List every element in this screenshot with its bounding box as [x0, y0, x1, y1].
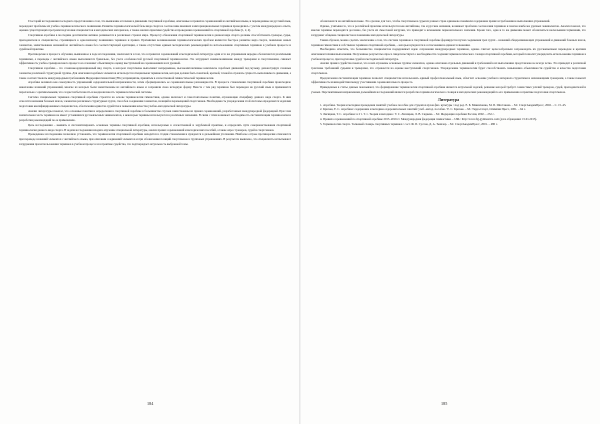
paragraph: Противоречие в процессе обучения, выявленное в ходе исследования, заключается в том, что в правилах соревнований и методической литературе одни и те же упражнения нередко обозначаются различными терминами, а переводы с английского языка выполняются буквально, без учета особенностей русской спортивной терминологии. Это затрудняет взаимопонимание между тренерами и спортсменами, снижает эффективность учебно-тренировочного процесса и осложняет объективную оценку выступлений на соревнованиях всех уровней.	[19, 52, 291, 66]
references-list	[311, 103, 586, 127]
right-page-text	[311, 19, 586, 126]
paragraph: Таким образом, можно сделать заключение о том, что система терминов в спортивной аэробике формируется путем соединения трех групп – названий общеразвивающих упражнений и движений базовых шагов, терминов гимнастики и собственно терминов спортивной аэробики, – которые нуждаются в согласовании и едином толковании.	[311, 37, 586, 47]
paragraph: Анализ правил судейства показал, что в них отражены основные группы элементов, однако описание отдельных движений и требований к их выполнению представлено не всегда четко. Это приводит к различной трактовке требований судьями и тренерами, что отражается на оценке выступлений спортсменов. Упорядочение терминологии будет способствовать повышению объективности судейства и качества подготовки спортсменов.	[311, 61, 586, 75]
paragraph: Приведенные в статье данные показывают, что формирование терминологии спортивной аэробики является актуальной задачей, решение которой требует совместных усилий тренеров, судей, преподавателей и ученых. Перспективным направлением дальнейших исследований является разработка терминологического словаря и методических рекомендаций по его применению в практике подготовки спортсменов.	[311, 85, 586, 94]
page-number-left: 184	[147, 401, 154, 406]
paragraph: Спортивная аэробика – это сложнокоординационный вид спорта, в котором спортсмены выполняют непрерывные, высокоинтенсивные комплексы аэробных движений под музыку, демонстрируя сложные элементы различной структурной группы. Для описания подобных элементов используется специальная терминология, которая должна быть понятной, краткой, точной и отражать сущность выполняемого движения, а также соответствовать международным требованиям Федерации гимнастики [FIG] и принципам, принятым в отечественной гимнастической терминологии.	[19, 66, 291, 80]
reference-item: 5. Терминология спорта. Толковый словарь спортивных терминов / сост. Ф. П. Суслов, Д. А. Тышлер. – М.: СпортАкадемПресс, 2001. – 480 с.	[320, 121, 498, 126]
paragraph: Предлагаемая систематизация терминов позволит специалистам использовать единый профессиональный язык, облегчит освоение учебного материала студентами и начинающими тренерами, а также повысит эффективность взаимодействия между участниками соревновательного процесса.	[311, 75, 586, 85]
paragraph: обозначаются на английском языке. Это сделано для того, чтобы спортсмены и судьи из разных стран одинаково понимали содержание правил и требования к выполнению упражнений.	[320, 19, 551, 23]
paragraph: Система специальных терминов спортивной аэробики строится на основе терминологии гимнастики, однако включает и самостоятельные понятия, отражающие специфику данного вида спорта. К ним относятся названия базовых шагов, элементов различных структурных групп, способов соединения элементов, позиций и перемещений спортсменов. Необходимость упорядочения этой системы определяется задачами подготовки квалифицированных специалистов, обеспечения единства судейства и повышения качества учебно-методической литературы.	[19, 94, 291, 108]
paragraph: Необходимо отметить, что большинство специалистов поддерживает идею сохранения международных терминов, однако считает целесообразным сопровождать их русскоязычным переводом и кратким описанием техники выполнения. Полученные результаты опроса свидетельствуют о необходимости создания терминологического словаря спортивной аэробики, который позволит упорядочить использование терминов в учебном процессе, при подготовке судей и в методической литературе.	[311, 47, 586, 61]
right-page	[301, 0, 600, 424]
paragraph: Глоссарий исследования последнего представления о том, что выявление и течение в движении спортивной аэробики, описанные в правилах соревнований на английском языке, и переведенные на русский язык, порождают проблемы их учебно-терминологического понимания. Развитие терминологической базы вида спорта и соотнесение внешних и интернациональных терминов проводились с учетом международного опыта, оценки существующих программ подготовки специалистов и методических материалов, а также анализа практики судейства и проведения соревнований по спортивной аэробике [1, 2, 4].	[19, 19, 291, 33]
paragraph: Спортивная аэробика в последние десятилетия активно развивается в различных странах мира. Процессу обновления спортивной терминологии в данном виде спорта должны способствовать тренеры, судьи, преподаватели и специалисты, стремящиеся к однозначному пониманию терминов и правил. Причинами возникновения терминологических проблем являются быстрое развитие вида спорта, появление новых элементов, заимствование названий из английского языка без соответствующей адаптации, а также отсутствие единых методических рекомендаций по использованию спортивных терминов в учебном процессе и судейской практике.	[19, 33, 291, 52]
reference-item: 3. Лисицкая, Т. С. Аэробика: в 2 т. Т. 1. Теория и методика / Т. С. Лисицкая, Л. В. Сиднева. – М.: Федерация аэробики России, 2002. – 232 с.	[320, 112, 495, 117]
paragraph: Цель исследования – выявить и систематизировать основные термины спортивной аэробики, используемые в отечественной и зарубежной практике, и определить пути совершенствования спортивной терминологии данного вида спорта. В задачи исследования входило изучение специальной литературы, анализ правил соревнований и методических пособий, а также опрос тренеров, судей и спортсменов.	[19, 122, 291, 132]
left-page-text	[19, 19, 291, 146]
paragraph: Аэробика возникла как совокупность упражнений оздоровительной направленности, затем сформировались ее соревновательные разновидности. В процессе становления спортивной аэробики происходило накопление названий упражнений, многие из которых были заимствованы из английского языка и сохранили свою исходную форму. Вместе с тем ряд терминов был переведен на русский язык и применяется параллельно с оригинальными, что создает избыточность и неоднозначность терминологической системы.	[19, 80, 291, 94]
left-page	[0, 0, 299, 424]
paragraph: Однако, учитывая то, что в российской практике используются как английские, так и русские названия, возникает проблема соотнесения терминов и поиска наиболее удачных эквивалентов. Анализ показал, что многие термины переводятся дословно, без учета их смысловой нагрузки, что приводит к искажению первоначального значения. Кроме того, одно и то же движение может обозначаться несколькими терминами, что затрудняет общение специалистов и понимание методической литературы.	[311, 23, 586, 38]
reference-item: 1. Аэробика. Теория и методика проведения занятий: учебное пособие для студентов вузов физ. культуры / под ред. Е. Б. Мякинченко, М. П. Шестакова. – М.: СпортАкадемПресс, 2002. – С. 15–45.	[320, 102, 567, 107]
reference-item: 2. Крючек, Е. С. Аэробика: содержание и методика оздоровительных занятий: учеб.-метод. пособие / Е. С. Крючек. – М.: Терра-Спорт, Олимпия Пресс, 2001. – 64 с.	[320, 107, 526, 112]
paragraph: Анализ литературы показал, что основные понятия и определения в спортивной аэробике в большинстве случаев заимствованы из правил соревнований, разработанных международной федерацией. При этом значительная часть терминов не имеет устоявшихся русскоязычных эквивалентов, а некоторые термины используются в различных значениях. В связи с этим возникает необходимость систематизации терминологии и разработки рекомендаций по ее применению.	[19, 108, 291, 123]
reference-item: 4. Правила соревнований по спортивной аэробике 2013–2016 гг. Международная федерация гимнастики. – URL: http://www.fig-gymnastics.com (дата обращения: 15.01.2015).	[320, 116, 538, 121]
references-heading: Литература	[437, 96, 460, 102]
paragraph: Проведенное исследование позволило установить, что терминология спортивной аэробики находится в стадии становления и нуждается в дальнейшем уточнении. Наиболее острые противоречия отмечаются при переводе названий элементов с английского языка, при описании соединений элементов и при обозначении позиций спортсменов в групповых упражнениях. В результате выявлено, что специалисты испытывают затруднения при использовании терминов в учебном процессе и в практике судейства, что подтверждает актуальность выбранной темы.	[19, 132, 291, 146]
page-number-right: 185	[441, 401, 448, 406]
